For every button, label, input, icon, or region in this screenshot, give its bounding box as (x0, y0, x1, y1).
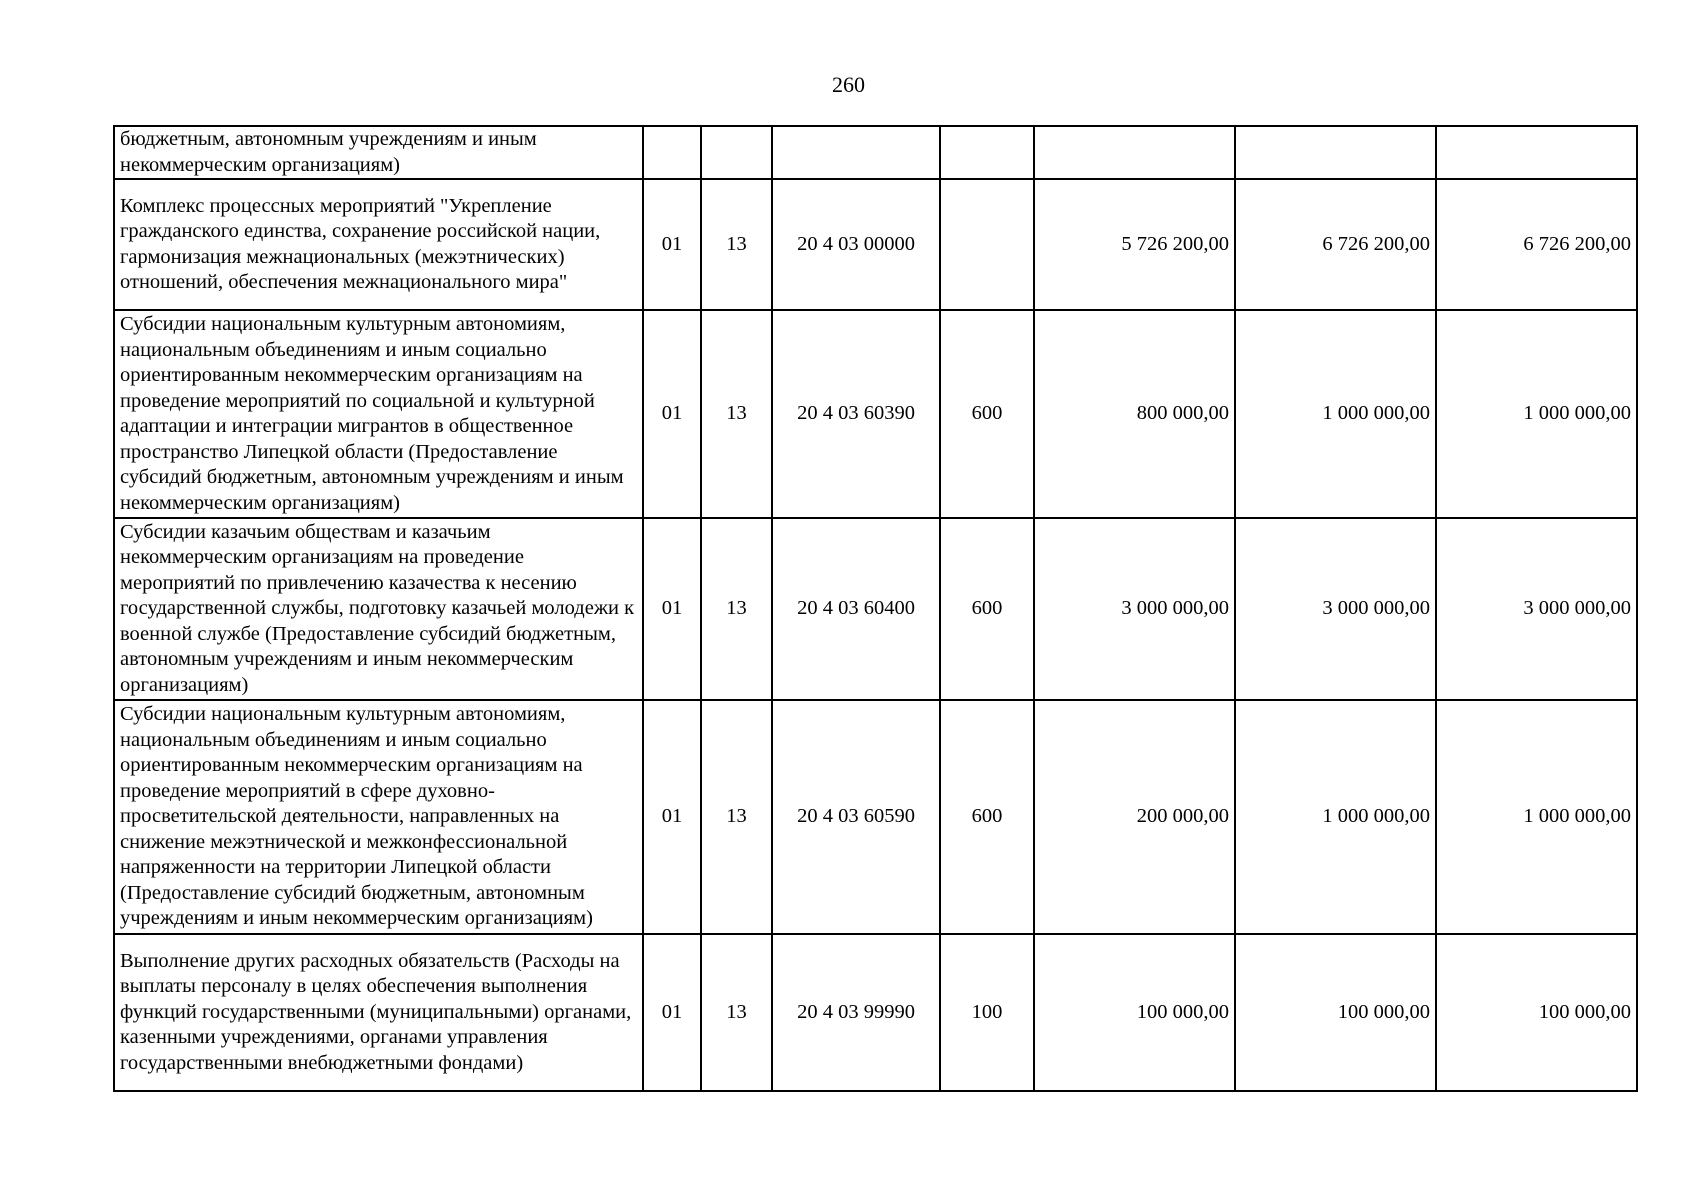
amount-year-1: 800 000,00 (1034, 310, 1235, 518)
section-code: 01 (643, 518, 701, 700)
subsection-code: 13 (701, 700, 772, 934)
expense-type-code: 600 (940, 700, 1034, 934)
target-item-code: 20 4 03 99990 (772, 934, 940, 1091)
section-code: 01 (643, 934, 701, 1091)
amount-year-3: 3 000 000,00 (1436, 518, 1637, 700)
row-description: бюджетным, автономным учреждениям и иным некоммерческим организациям) (114, 126, 643, 179)
target-item-code: 20 4 03 00000 (772, 179, 940, 310)
row-description: Выполнение других расходных обязательств (Расходы на выплаты персоналу в целях обеспечения выполнения функций государственными (муниципальными) органами, казенными учреждениями, органами управления государственными внебюджетными фондами) (114, 934, 643, 1091)
table-row (114, 934, 1637, 1091)
amount-year-3: 100 000,00 (1436, 934, 1637, 1091)
section-code: 01 (643, 700, 701, 934)
target-item-code: 20 4 03 60390 (772, 310, 940, 518)
subsection-code: 13 (701, 934, 772, 1091)
amount-year-1: 5 726 200,00 (1034, 179, 1235, 310)
subsection-code: 13 (701, 518, 772, 700)
table-row (114, 179, 1637, 310)
row-description: Комплекс процессных мероприятий "Укрепление гражданского единства, сохранение российской нации, гармонизация межнациональных (межэтнических) отношений, обеспечения межнационального мира" (114, 179, 643, 310)
amount-year-1: 3 000 000,00 (1034, 518, 1235, 700)
amount-year-2: 3 000 000,00 (1235, 518, 1436, 700)
amount-year-2: 6 726 200,00 (1235, 179, 1436, 310)
row-description: Субсидии казачьим обществам и казачьим некоммерческим организациям на проведение мероприятий по привлечению казачества к несению государственной службы, подготовку казачьей молодежи к военной службе (Предоставление субсидий бюджетным, автономным учреждениям и иным некоммерческим организациям) (114, 518, 643, 700)
section-code: 01 (643, 179, 701, 310)
expense-type-code (940, 179, 1034, 310)
amount-year-1: 100 000,00 (1034, 934, 1235, 1091)
amount-year-2: 1 000 000,00 (1235, 700, 1436, 934)
expense-type-code: 100 (940, 934, 1034, 1091)
target-item-code: 20 4 03 60590 (772, 700, 940, 934)
table-row (114, 310, 1637, 518)
amount-year-3: 1 000 000,00 (1436, 700, 1637, 934)
amount-year-2: 100 000,00 (1235, 934, 1436, 1091)
amount-year-1 (1034, 126, 1235, 179)
target-item-code: 20 4 03 60400 (772, 518, 940, 700)
target-item-code (772, 126, 940, 179)
budget-table (113, 125, 1638, 1092)
table-row (114, 126, 1637, 179)
expense-type-code: 600 (940, 518, 1034, 700)
amount-year-3: 6 726 200,00 (1436, 179, 1637, 310)
section-code (643, 126, 701, 179)
section-code: 01 (643, 310, 701, 518)
amount-year-2 (1235, 126, 1436, 179)
subsection-code: 13 (701, 310, 772, 518)
row-description: Субсидии национальным культурным автономиям, национальным объединениям и иным социально ориентированным некоммерческим организациям на проведение мероприятий в сфере духовно-просветительской деятельности, направленных на снижение межэтнической и межконфессиональной напряженности на территории Липецкой области (Предоставление субсидий бюджетным, автономным учреждениям и иным некоммерческим организациям) (114, 700, 643, 934)
subsection-code (701, 126, 772, 179)
subsection-code: 13 (701, 179, 772, 310)
table-row (114, 518, 1637, 700)
page-number: 260 (832, 72, 865, 97)
amount-year-3: 1 000 000,00 (1436, 310, 1637, 518)
expense-type-code: 600 (940, 310, 1034, 518)
amount-year-1: 200 000,00 (1034, 700, 1235, 934)
amount-year-3 (1436, 126, 1637, 179)
expense-type-code (940, 126, 1034, 179)
amount-year-2: 1 000 000,00 (1235, 310, 1436, 518)
table-row (114, 700, 1637, 934)
row-description: Субсидии национальным культурным автономиям, национальным объединениям и иным социально ориентированным некоммерческим организациям на проведение мероприятий по социальной и культурной адаптации и интеграции мигрантов в общественное пространство Липецкой области (Предоставление субсидий бюджетным, автономным учреждениям и иным некоммерческим организациям) (114, 310, 643, 518)
